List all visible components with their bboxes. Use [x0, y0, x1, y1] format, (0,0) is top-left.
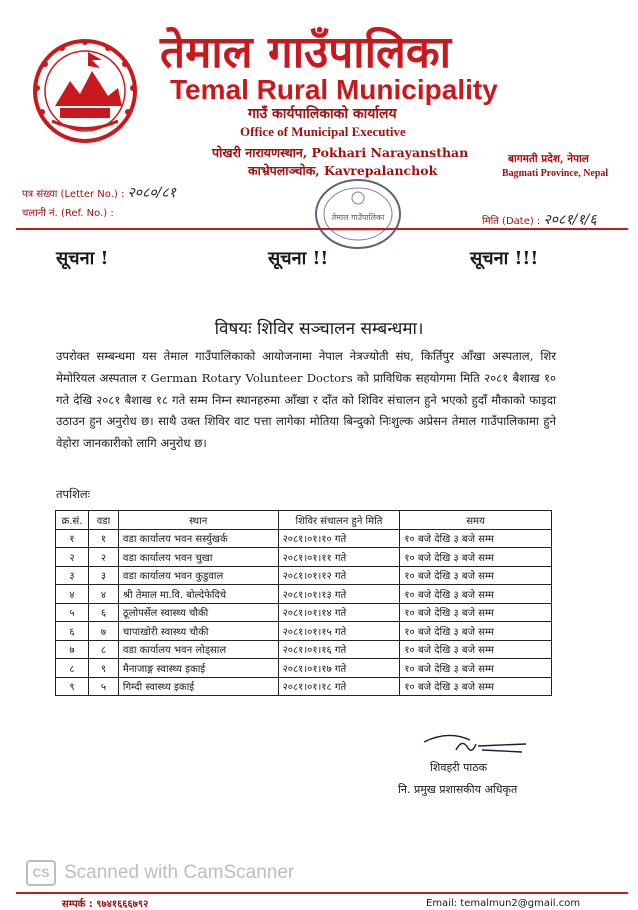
table-row: [56, 677, 552, 696]
letter-number: [22, 183, 176, 202]
cell-time: १० बजे देखि ३ बजे सम्म: [400, 640, 552, 659]
date-label: मिति (Date) :: [482, 216, 541, 227]
cell-serial: १: [56, 529, 89, 548]
cell-serial: ७: [56, 640, 89, 659]
header-date: शिविर संचालन हुने मिति: [278, 511, 400, 530]
cell-date: २०८१।०१।१६ गते: [278, 640, 400, 659]
cell-location: ठूलोपर्सेल स्वास्थ्य चौकी: [118, 603, 278, 622]
table-row: [56, 529, 552, 548]
cell-time: १० बजे देखि ३ बजे सम्म: [400, 603, 552, 622]
cell-serial: ९: [56, 677, 89, 696]
date-field: [482, 210, 597, 229]
cell-date: २०८१।०१।१७ गते: [278, 659, 400, 678]
municipality-title-nepali: तेमाल गाउँपालिका: [160, 27, 452, 78]
notice-heading-left: सूचना !: [56, 248, 109, 269]
cell-date: २०८१।०१।१४ गते: [278, 603, 400, 622]
cell-serial: ८: [56, 659, 89, 678]
cell-serial: २: [56, 548, 89, 567]
signatory-name: शिवहरी पाठक: [430, 761, 488, 774]
cell-serial: ३: [56, 566, 89, 585]
table-row: [56, 585, 552, 604]
cell-ward: २: [88, 548, 118, 567]
cell-date: २०८१।०१।१२ गते: [278, 566, 400, 585]
letter-number-label: पत्र संख्या (Letter No.) :: [22, 189, 125, 200]
municipality-emblem-icon: [30, 36, 140, 146]
notice-heading-right: सूचना !!!: [470, 248, 539, 269]
cell-date: २०८१।०१।११ गते: [278, 548, 400, 567]
cell-time: १० बजे देखि ३ बजे सम्म: [400, 622, 552, 641]
reference-number-label: चलानी नं. (Ref. No.) :: [22, 208, 114, 219]
cell-location: वडा कार्यालय भवन लोड्साल: [118, 640, 278, 659]
cell-time: १० बजे देखि ३ बजे सम्म: [400, 548, 552, 567]
cell-date: २०८१।०१।१३ गते: [278, 585, 400, 604]
header-location: स्थान: [118, 511, 278, 530]
cell-location: मैनाजाङ्ग स्वास्थ्य इकाई: [118, 659, 278, 678]
subject-line: विषयः शिविर सञ्चालन सम्बन्धमा।: [214, 319, 424, 339]
cell-ward: १: [88, 529, 118, 548]
cell-location: चापाखोरी स्वास्थ्य चौकी: [118, 622, 278, 641]
cell-location: वडा कार्यालय भवन कुडुवाल: [118, 566, 278, 585]
footer-contact: सम्पर्क : ९७४१६६६७९२: [62, 899, 149, 910]
signatory-title: नि. प्रमुख प्रशासकीय अधिकृत: [398, 783, 518, 796]
address-line-1: पोखरी नारायणस्थान, Pokhari Narayansthan: [212, 145, 469, 160]
table-row: [56, 622, 552, 641]
cell-location: वडा कार्यालय भवन चुखा: [118, 548, 278, 567]
cell-date: २०८१।०१।१० गते: [278, 529, 400, 548]
address-line-2: काभ्रेपलाञ्चोक, Kavrepalanchok: [248, 163, 438, 178]
table-row: [56, 640, 552, 659]
province-nepali: बागमती प्रदेश, नेपाल: [508, 153, 589, 165]
footer-divider: [16, 892, 628, 894]
municipality-title-english: Temal Rural Municipality: [170, 74, 498, 105]
cell-time: १० बजे देखि ३ बजे सम्म: [400, 566, 552, 585]
cell-date: २०८१।०१।१५ गते: [278, 622, 400, 641]
cell-serial: ५: [56, 603, 89, 622]
letter-number-value: २०८०/८१: [127, 185, 176, 201]
camscanner-logo-icon: CS: [26, 860, 56, 886]
cell-ward: ४: [88, 585, 118, 604]
cell-ward: ५: [88, 677, 118, 696]
cell-time: १० बजे देखि ३ बजे सम्म: [400, 529, 552, 548]
cell-serial: ४: [56, 585, 89, 604]
notice-heading-center: सूचना !!: [268, 248, 329, 269]
office-name-nepali: गाउँ कार्यपालिकाको कार्यालय: [248, 106, 397, 122]
cell-ward: ८: [88, 640, 118, 659]
table-row: [56, 659, 552, 678]
office-stamp: [312, 176, 404, 252]
province-english: Bagmati Province, Nepal: [502, 168, 609, 179]
table-row: [56, 603, 552, 622]
cell-ward: ७: [88, 622, 118, 641]
cell-time: १० बजे देखि ३ बजे सम्म: [400, 585, 552, 604]
camp-schedule-table: [55, 510, 552, 696]
footer-email: Email: temalmun2@gmail.com: [426, 898, 581, 909]
cell-time: १० बजे देखि ३ बजे सम्म: [400, 677, 552, 696]
cell-date: २०८१।०१।१८ गते: [278, 677, 400, 696]
header-time: समय: [400, 511, 552, 530]
cell-ward: ६: [88, 603, 118, 622]
cell-location: श्री तेमाल मा.वि. बोल्देफेदिचे: [118, 585, 278, 604]
cell-location: गिम्दी स्वास्थ्य इकाई: [118, 677, 278, 696]
cell-time: १० बजे देखि ३ बजे सम्म: [400, 659, 552, 678]
cell-ward: ९: [88, 659, 118, 678]
body-paragraph: उपरोक्त सम्बन्धमा यस तेमाल गाउँपालिकाको आयोजनामा नेपाल नेत्रज्योती संघ, किर्तिपुर आँखा अस्पताल, शिर मेमोरियल अस्पताल र German Rotary Volunteer Doctors को प्राविधिक सहयोगमा मिति २०८१ बैशाख १० गते देखि २०८१ बैशाख १८ गते सम्म निम्न स्थानहरुमा आँखा र दाँत को शिविर संचालन हुने भएको हुदाँ मौकाको फाइदा उठाउन हुन अनुरोध छ। साथै उक्त शिविर वाट पत्ता लागेका मोतिया बिन्दुको निःशुल्क अप्रेसन तेमाल गाउँपालिकामा हुने वेहोरा जानकारीको लागि अनुरोध छ।: [56, 349, 556, 451]
table-row: [56, 566, 552, 585]
header-ward: वडा: [88, 511, 118, 530]
details-label: तपशिलः: [56, 487, 91, 501]
scanner-watermark: [26, 860, 294, 886]
date-value: २०८१/१/६: [543, 212, 597, 228]
cell-location: वडा कार्यालय भवन सर्स्युखर्क: [118, 529, 278, 548]
header-serial: क्र.सं.: [56, 511, 89, 530]
stamp-text: तेमाल गाउँपालिका: [331, 213, 385, 222]
table-row: [56, 548, 552, 567]
table-header-row: [56, 511, 552, 530]
signature-scribble: [418, 728, 530, 758]
office-name-english: Office of Municipal Executive: [240, 124, 406, 139]
header-divider: [16, 228, 628, 230]
watermark-text: Scanned with CamScanner: [64, 862, 295, 883]
cell-ward: ३: [88, 566, 118, 585]
cell-serial: ६: [56, 622, 89, 641]
